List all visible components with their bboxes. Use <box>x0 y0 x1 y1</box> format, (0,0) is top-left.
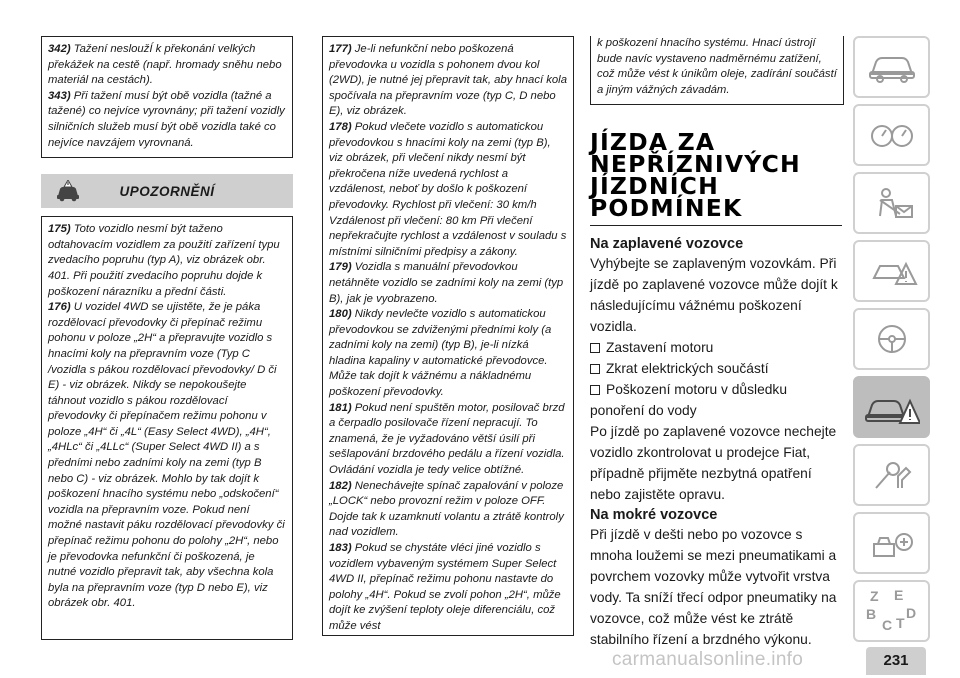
tab-driving[interactable] <box>853 308 930 370</box>
warning-176: 176) U vozidel 4WD se ujistěte, že je páka rozdělovací převodovky či přepínač režimu pohonu v poloze „2H“ a přepravujte vozidlo s hnacími koly na přepravním voze (Typ C /vozidla s pákou rozdělovací převodovky/ D či E) - viz obrázek. Nikdy se nepokoušejte táhnout vozidlo s pákou rozdělovací převodovky či přepínačem režimu pohonu v poloze „4H“ či „4L“ (Easy Select 4WD), „4H“, „4HLc“ či „4LLc“ (Super Select 4WD II) a s předními nebo zadními koly na zemi (typ B nebo C) - viz obrázek. Mohlo by tak dojít k poškození hnacího systému nebo „odskočení“ vozidla na přepravním voze. Pokud není možné nastavit páku rozdělovací převodovky či přepínač režimu pohonu do polohy „2H“, nebo je převodovka nefunkční či poškozená, je nutné vozidlo přepravit tak, aby všechna kola byla na přepravním voze (typ D nebo E), viz obrázek obr. 401. <box>48 301 285 610</box>
tab-warnings[interactable] <box>853 240 930 302</box>
tab-dashboard[interactable] <box>853 104 930 166</box>
warning-179: 179) Vozidla s manuální převodovkou netáhněte vozidlo se zadními koly na zemi (typ B), jak je vyobrazeno. <box>329 261 564 305</box>
svg-text:C: C <box>881 617 892 633</box>
warning-box-end <box>590 36 844 105</box>
warning-183: 183) Pokud se chystáte vléci jiné vozidlo s vozidlem vybaveným systémem Super Select 4WD II, přepínač režimu pohonu nastavte do polohy „4H“. Pokud se zvolí pohon „2H“, může dojít ke zvýšení teploty oleje diferenciálu, což může vést <box>329 542 561 632</box>
svg-text:Z: Z <box>869 588 879 604</box>
wet-road-text: Při jízdě v dešti nebo po vozovce s mnoha loužemi se mezi pneumatikami a povrchem vozovky může vytvořit vrstva vody. Ta sníží třecí odpor pneumatiky na vozovce, což může vést ke ztrátě stabilního řízení a brzdného výkonu. <box>590 527 837 648</box>
list-item: Zastavení motoru <box>590 337 844 358</box>
heading-wet-road: Na mokré vozovce <box>590 507 718 524</box>
warning-175: 175) Toto vozidlo nesmí být taženo odtahovacím vozidlem za použití zařízení typu zvedacího popruhu (typ A), viz obrázek obr. 401. Při použití zvedacího popruhu dojde k poškození nárazníku a přední části. <box>48 223 280 298</box>
tab-maintenance[interactable] <box>853 444 930 506</box>
svg-text:B: B <box>865 606 876 622</box>
heading-flooded-road: Na zaplavené vozovce <box>590 236 744 253</box>
dashboard-icon <box>866 118 918 152</box>
svg-text:D: D <box>905 605 916 621</box>
abc-index-icon <box>862 586 922 636</box>
chapter-sidebar <box>853 36 930 648</box>
warning-triangle-icon <box>866 254 918 288</box>
steering-wheel-icon <box>866 322 918 356</box>
warning-183-continued: k poškození hnacího systému. Hnací ústrojí bude navíc vystaveno nadměrnému zatížení, což může vést k únikům oleje, zadírání součástí a jiným vážných závadám. <box>597 37 837 96</box>
list-item: Zkrat elektrických součástí <box>590 358 844 379</box>
tab-index[interactable] <box>853 580 930 642</box>
list-item: Poškození motoru v důsledku <box>590 379 844 400</box>
svg-text:T: T <box>895 615 905 631</box>
flooded-advice: Po jízdě po zaplavené vozovce nechejte vozidlo zkontrolovat u prodejce Fiat, případně přijměte nezbytná opatření nebo zajistěte opravu. <box>590 424 837 503</box>
warning-header <box>41 174 293 208</box>
warning-181: 181) Pokud není spuštěn motor, posilovač brzd a čerpadlo posilovače řízení nepracují. To znamená, že je vyžadováno větší úsilí při sešlapování brzdového pedálu a řízení vozidla. Ovládání vozidla je tedy velice obtížné. <box>329 401 565 477</box>
column-3 <box>590 36 844 650</box>
warning-180: 180) Nikdy nevlečte vozidlo s automatickou převodovkou se zdviženými předními koly (a zadními koly na zemi) (typ B), je-li nízká hladina kapaliny v automatické převodovce. Může tak dojít k vážnému a nákladnému poškození převodovky. <box>329 308 552 399</box>
column-2 <box>322 36 574 636</box>
tab-car[interactable] <box>853 36 930 98</box>
note-343: 343) Při tažení musí být obě vozidla (tažné a tažené) co nejvíce vyrovnány; při tažení vozidly silničních služeb musí být obě vozidla také co nejvíce navzájem vyrovnaná. <box>48 89 285 149</box>
flooded-intro: Vyhýbejte se zaplaveným vozovkám. Při jízdě po zaplavené vozovce může dojít k následujícímu vážnému poškození vozidla. <box>590 256 838 335</box>
checkbox-bullet-icon <box>590 364 600 374</box>
checkbox-bullet-icon <box>590 385 600 395</box>
title-divider <box>590 225 842 226</box>
column-1 <box>41 36 293 640</box>
seatbelt-icon <box>866 186 918 220</box>
note-box <box>41 36 293 158</box>
svg-text:E: E <box>893 587 903 603</box>
breakdown-icon <box>864 387 920 427</box>
note-342: 342) Tažení nesloužÍ k překonání velkých překážek na cestě (např. hromady sněhu nebo materiál na cestách). <box>48 43 282 87</box>
tab-technical-data[interactable] <box>853 512 930 574</box>
flooded-bullet-continued: ponoření do vody <box>590 403 697 419</box>
tab-emergency[interactable] <box>853 376 930 438</box>
tab-safety[interactable] <box>853 172 930 234</box>
car-icon <box>866 50 918 84</box>
specs-icon <box>866 526 918 560</box>
warning-177: 177) Je-li nefunkční nebo poškozená převodovka u vozidla s pohonem dvou kol (2WD), je nutné jej přepravit tak, aby hnací kola spočívala na přepravním voze (typ C, D nebo E), viz obrázek. <box>329 43 567 118</box>
warning-title: UPOZORNĚNÍ <box>119 183 215 199</box>
page-number: 231 <box>866 647 926 675</box>
warning-182: 182) Nenechávejte spínač zapalování v poloze „LOCK“ nebo provozní režim v poloze OFF. Dojde tak k uzamknutí volantu a ztrátě kontroly nad vozidlem. <box>329 479 564 539</box>
warning-178: 178) Pokud vlečete vozidlo s automatickou převodovkou s hnacími koly na zemi (typ B), viz obrázek, při vlečení nikdy nesmí být překročena níže uvedená rychlost a vzdálenost, neboť by došlo k poškození převodovky. Rychlost při vlečení: 30 km/h Vzdálenost při vlečení: 80 km Při vlečení nepřekračujte rychlost a vzdálenost v souladu s místními silničními předpisy a zákony. <box>329 120 567 258</box>
section-title: JÍZDA ZA NEPŘÍZNIVÝCH JÍZDNÍCH PODMÍNEK <box>590 128 801 223</box>
warning-box-continued <box>322 36 574 636</box>
checkbox-bullet-icon <box>590 343 600 353</box>
warning-box <box>41 216 293 640</box>
wrench-icon <box>866 458 918 492</box>
watermark: carmanualsonline.info <box>612 649 804 670</box>
